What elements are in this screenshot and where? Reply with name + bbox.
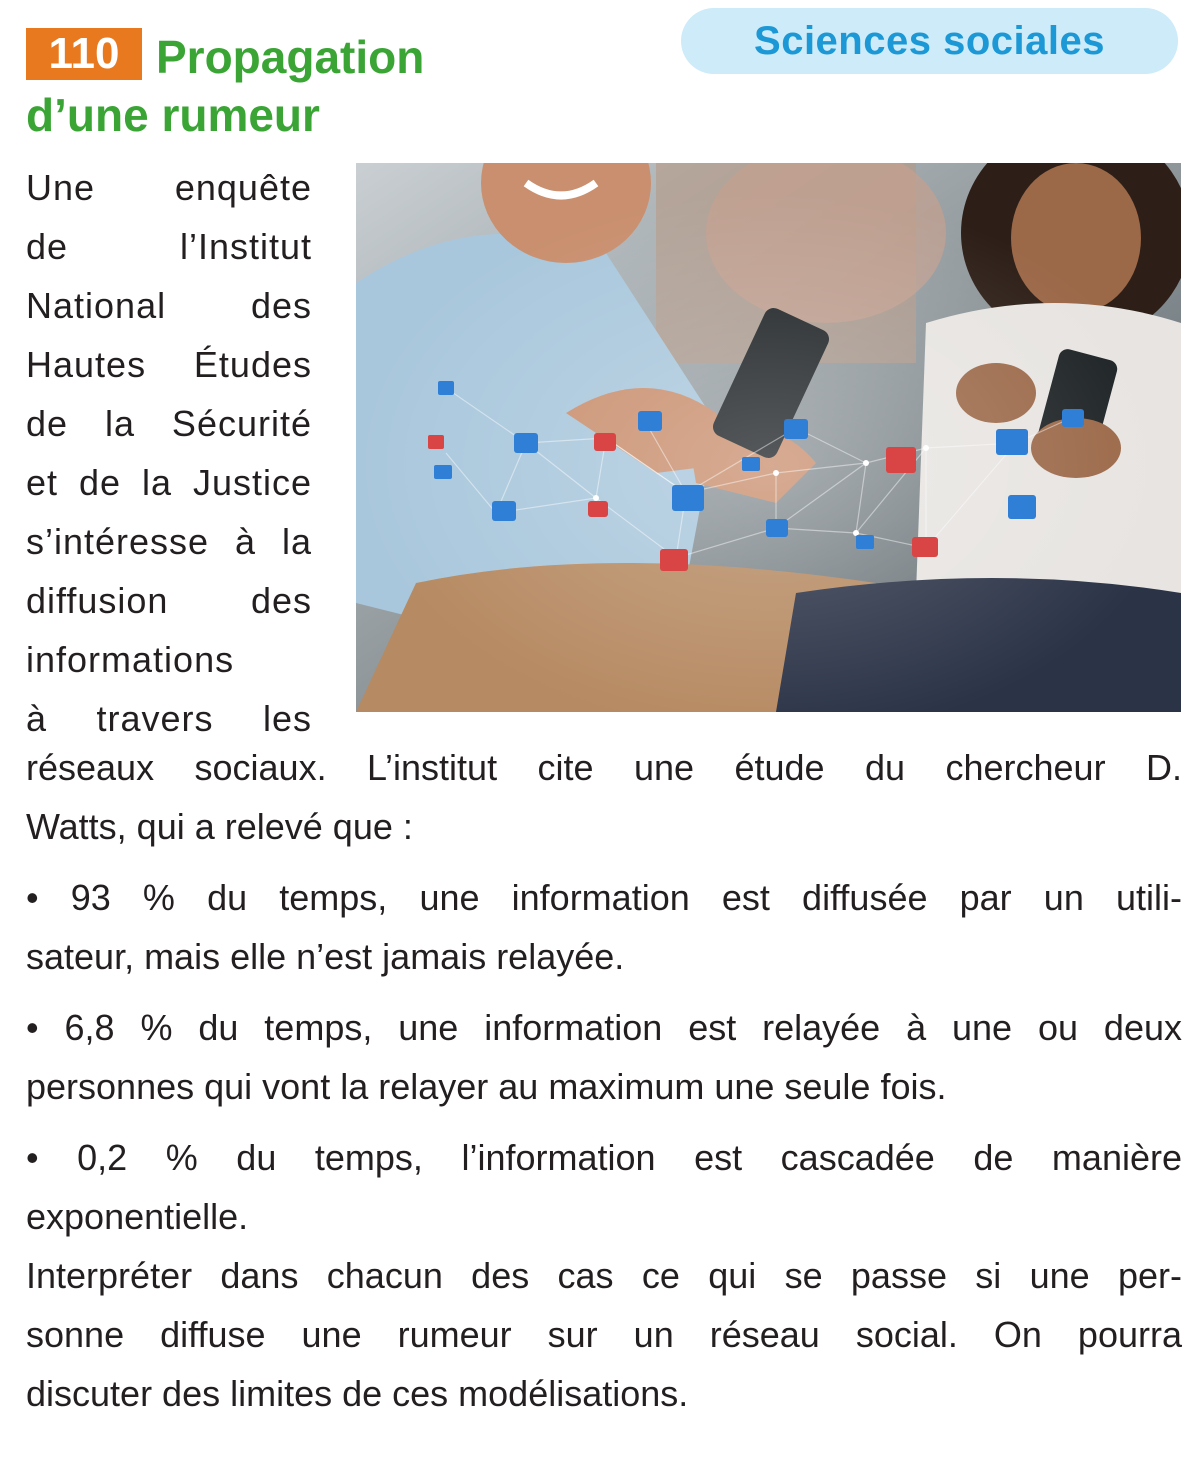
question-line: Interpréter dans chacun des cas ce qui se passe si une per- bbox=[26, 1255, 1182, 1296]
bullet-line: personnes qui vont la relayer au maximum une seule fois. bbox=[26, 1066, 947, 1107]
body-line: réseaux sociaux. L’institut cite une étude du chercheur D. bbox=[26, 747, 1182, 788]
intro-line: de la Sécurité bbox=[26, 403, 312, 444]
title-line-2: d’une rumeur bbox=[26, 89, 320, 141]
intro-line: Une enquête bbox=[26, 167, 312, 208]
bullet-line: • 93 % du temps, une information est diffusée par un utili- bbox=[26, 877, 1182, 918]
bullet-line: sateur, mais elle n’est jamais relayée. bbox=[26, 936, 625, 977]
bullet-line: • 6,8 % du temps, une information est relayée à une ou deux bbox=[26, 1007, 1182, 1048]
intro-text bbox=[26, 158, 312, 748]
social-network-photo bbox=[356, 163, 1181, 712]
intro-line: à travers les bbox=[26, 698, 312, 739]
intro-line: Hautes Études bbox=[26, 344, 312, 385]
intro-line: informations bbox=[26, 639, 235, 680]
intro-line: National des bbox=[26, 285, 312, 326]
exercise-number-badge: 110 bbox=[26, 28, 142, 80]
photo-illustration bbox=[356, 163, 1181, 712]
bullet-line: exponentielle. bbox=[26, 1196, 249, 1237]
intro-line: de l’Institut bbox=[26, 226, 312, 267]
intro-line: et de la Justice bbox=[26, 462, 312, 503]
intro-line: s’intéresse à la bbox=[26, 521, 312, 562]
bullet-line: • 0,2 % du temps, l’information est cascadée de manière bbox=[26, 1137, 1182, 1178]
question-line: sonne diffuse une rumeur sur un réseau social. On pourra bbox=[26, 1314, 1182, 1355]
title-line-1: Propagation bbox=[156, 31, 425, 83]
intro-line: diffusion des bbox=[26, 580, 312, 621]
exercise-title bbox=[26, 28, 626, 144]
subject-tag: Sciences sociales bbox=[681, 8, 1178, 74]
body-line: Watts, qui a relevé que : bbox=[26, 806, 413, 847]
exercise-body bbox=[26, 738, 1182, 1423]
question-line: discuter des limites de ces modélisations. bbox=[26, 1373, 689, 1414]
